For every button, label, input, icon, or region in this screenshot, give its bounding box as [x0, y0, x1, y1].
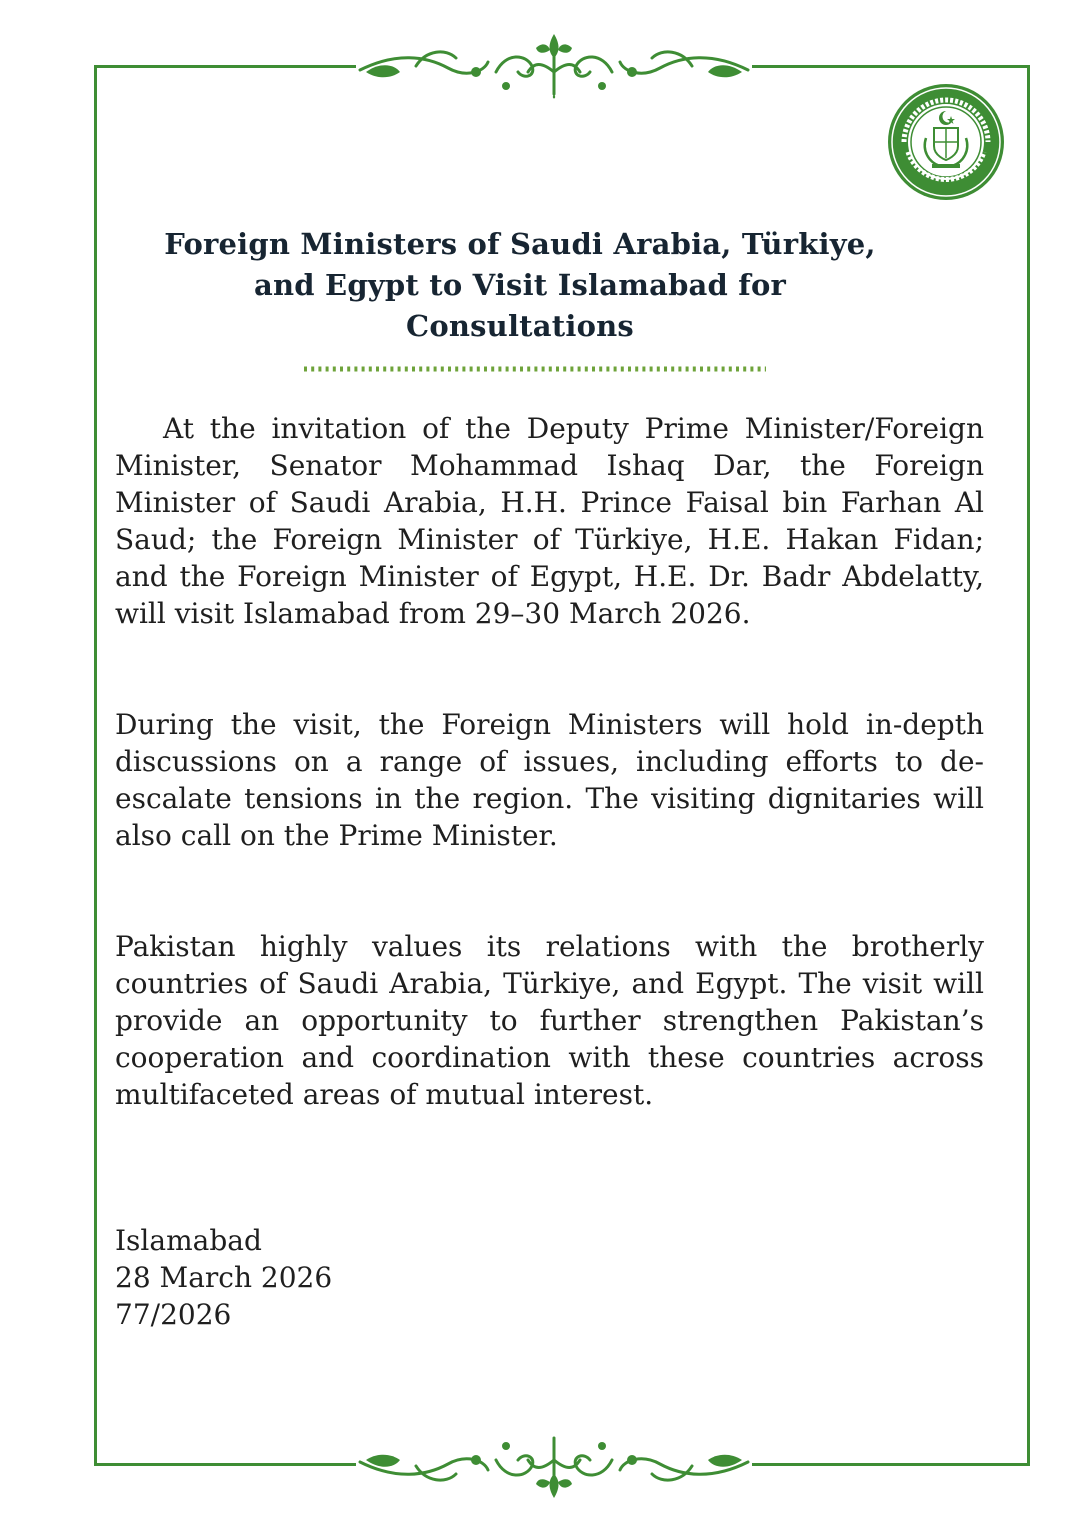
reference-number: 77/2026: [115, 1298, 232, 1331]
title-line: Consultations: [406, 309, 634, 343]
signoff-block: [115, 1222, 332, 1333]
top-flourish-ornament: [356, 32, 752, 102]
frame-top-left-line: [94, 65, 356, 68]
body-paragraph: During the visit, the Foreign Ministers will hold in-depth discussions on a range of issues, including efforts to de-escalate tensions in the region. The visiting dignitaries will also call on the Prime Minister.: [115, 708, 984, 852]
frame-bottom-right-line: [752, 1463, 1030, 1466]
body-paragraph: Pakistan highly values its relations with the brotherly countries of Saudi Arabia, Türkiye, and Egypt. The visit will provide an opportunity to further strengthen Pakistan’s cooperation and coordination with these countries across multifaceted areas of mutual interest.: [115, 930, 984, 1111]
press-release-title: [120, 224, 920, 347]
body-paragraph: At the invitation of the Deputy Prime Minister/Foreign Minister, Senator Mohammad Ishaq Dar, the Foreign Minister of Saudi Arabia, H.H. Prince Faisal bin Farhan Al Saud; the Foreign Minister of Türkiye, H.E. Hakan Fidan; and the Foreign Minister of Egypt, H.E. Dr. Badr Abdelatty, will visit Islamabad from 29–30 March 2026.: [115, 412, 984, 630]
frame-left-line: [94, 65, 97, 1466]
dotted-divider: [300, 365, 770, 373]
title-line: and Egypt to Visit Islamabad for: [253, 268, 787, 302]
bottom-flourish-ornament: [356, 1430, 752, 1500]
frame-right-line: [1027, 65, 1030, 1466]
signoff-date: 28 March 2026: [115, 1261, 333, 1294]
frame-top-right-line: [752, 65, 1030, 68]
title-line: Foreign Ministers of Saudi Arabia, Türkiye,: [164, 227, 876, 261]
ministry-seal-logo: [884, 80, 1008, 204]
signoff-place: Islamabad: [115, 1224, 262, 1257]
frame-bottom-left-line: [94, 1463, 356, 1466]
